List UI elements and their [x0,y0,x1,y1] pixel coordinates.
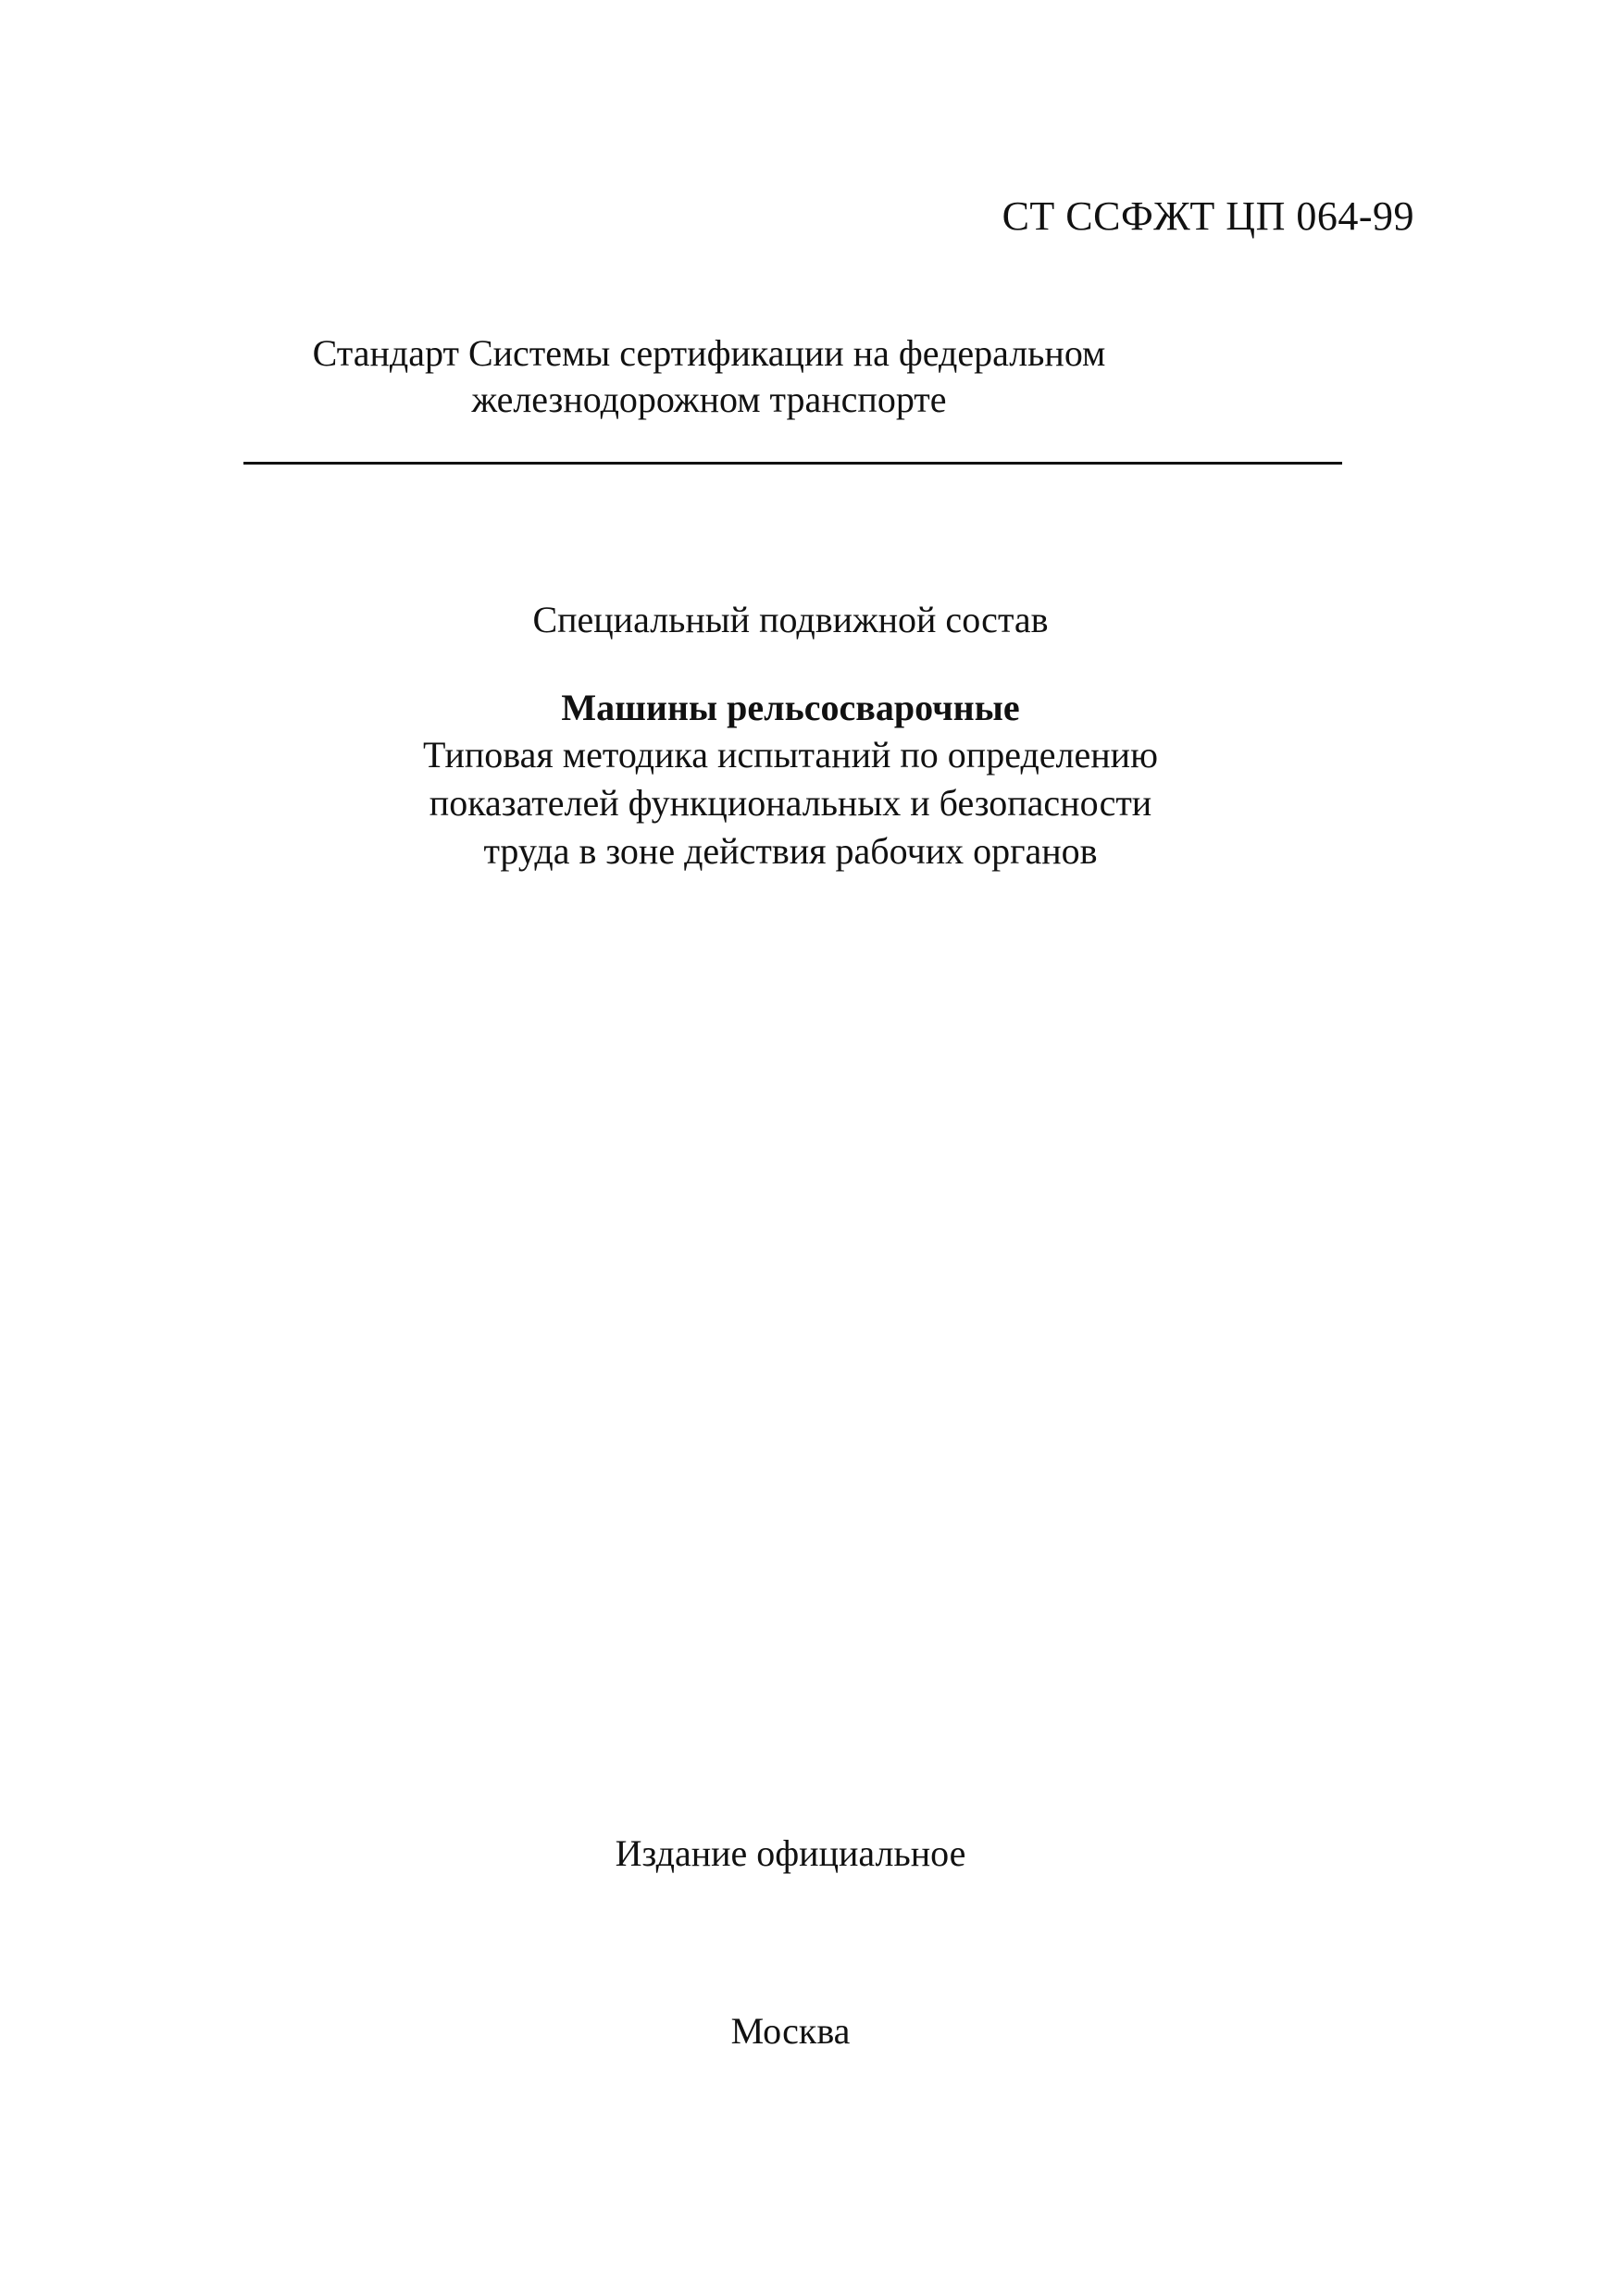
document-category: Специальный подвижной состав [532,599,1049,640]
title-block [0,685,1581,875]
subtitle-line-3: труда в зоне действия рабочих органов [483,830,1098,872]
standard-header-line-2: железнодорожном транспорте [471,379,947,420]
header-divider [243,462,1342,465]
subtitle-line-2: показателей функциональных и безопасности [429,782,1152,824]
edition-note: Издание официальное [615,1832,966,1874]
document-code: СТ ССФЖТ ЦП 064-99 [1002,193,1414,239]
document-title: Машины рельсосварочные [561,687,1020,728]
standard-header-line-1: Стандарт Системы сертификации на федеральном [312,332,1106,374]
standard-header [0,330,1618,423]
publication-city: Москва [730,2010,851,2052]
subtitle-line-1: Типовая методика испытаний по определению [423,734,1158,776]
